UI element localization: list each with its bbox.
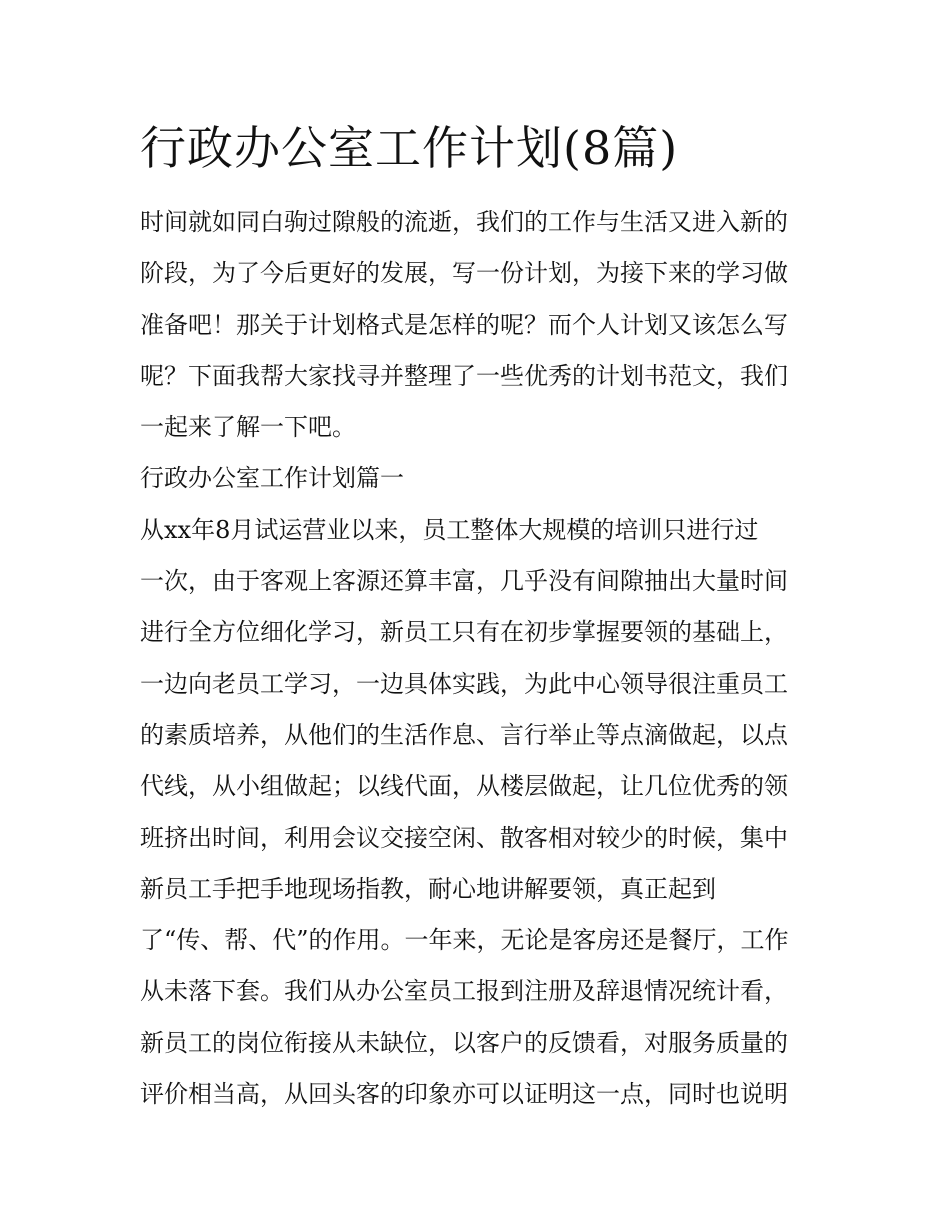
- body-line: 时间就如同白驹过隙般的流逝，我们的工作与生活又进入新的: [140, 208, 788, 236]
- body-line: 从xx年8月试运营业以来，员工整体大规模的培训只进行过: [140, 515, 759, 544]
- body-line: 一起来了解一下吧。: [140, 413, 356, 442]
- body-line: 的素质培养，从他们的生活作息、言行举止等点滴做起，以点: [140, 720, 788, 749]
- body-line: 新员工手把手地现场指教，耐心地讲解要领，真正起到: [140, 874, 716, 903]
- body-line: 了“传、帮、代”的作用。一年来，无论是客房还是餐厅，工作: [140, 926, 789, 955]
- body-line: 一边向老员工学习，一边具体实践，为此中心领导很注重员工: [140, 669, 788, 698]
- body-line: 新员工的岗位衔接从未缺位，以客户的反馈看，对服务质量的: [140, 1028, 788, 1057]
- body-line: 班挤出时间，利用会议交接空闲、散客相对较少的时候，集中: [140, 823, 788, 852]
- body-line: 一次，由于客观上客源还算丰富，几乎没有间隙抽出大量时间: [140, 567, 788, 596]
- body-line: 进行全方位细化学习，新员工只有在初步掌握要领的基础上，: [140, 618, 788, 647]
- body-line: 从未落下套。我们从办公室员工报到注册及辞退情况统计看，: [140, 977, 788, 1006]
- document-title: 行政办公室工作计划(8篇): [140, 121, 679, 175]
- section-heading: 行政办公室工作计划篇一: [140, 464, 404, 493]
- body-line: 呢？下面我帮大家找寻并整理了一些优秀的计划书范文，我们: [140, 361, 788, 390]
- document-body: [140, 197, 820, 1120]
- body-line: 代线，从小组做起；以线代面，从楼层做起，让几位优秀的领: [140, 772, 788, 801]
- body-line: 阶段，为了今后更好的发展，写一份计划，为接下来的学习做: [140, 259, 788, 288]
- body-line: 准备吧！那关于计划格式是怎样的呢？而个人计划又该怎么写: [140, 310, 788, 339]
- body-line: 评价相当高，从回头客的印象亦可以证明这一点，同时也说明: [140, 1080, 788, 1109]
